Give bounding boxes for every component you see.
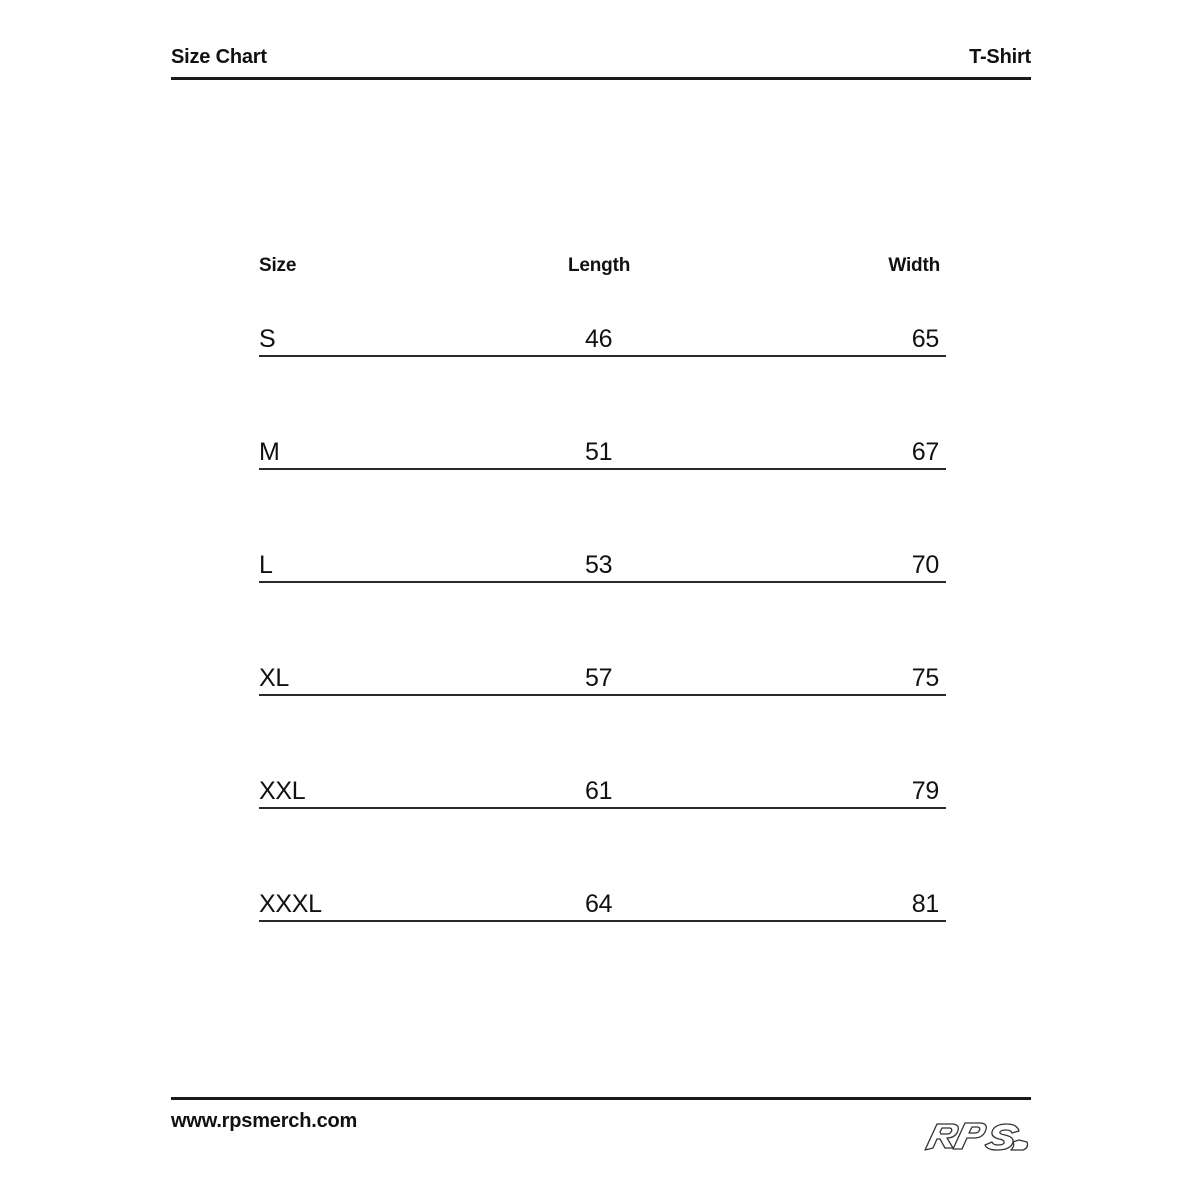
table-row <box>259 776 946 809</box>
product-name: T-Shirt <box>969 46 1031 68</box>
cell-size: S <box>259 325 276 353</box>
cell-width: 79 <box>911 777 939 805</box>
table-row <box>259 663 946 696</box>
cell-size: XL <box>259 664 289 692</box>
cell-width: 81 <box>911 890 939 918</box>
table-row <box>259 437 946 470</box>
page-header <box>171 44 1031 80</box>
column-header-length: Length <box>568 255 631 276</box>
cell-length: 46 <box>585 325 613 353</box>
page-footer <box>171 1097 1031 1160</box>
size-table-body <box>259 324 946 1002</box>
size-table-header <box>259 255 945 279</box>
table-row <box>259 550 946 583</box>
cell-length: 53 <box>585 551 613 579</box>
column-header-width: Width <box>888 255 940 276</box>
page-title: Size Chart <box>171 46 267 68</box>
table-row <box>259 889 946 922</box>
cell-length: 64 <box>585 890 613 918</box>
cell-size: XXXL <box>259 890 322 918</box>
cell-width: 75 <box>911 664 939 692</box>
column-header-size: Size <box>259 255 297 276</box>
cell-size: XXL <box>259 777 306 805</box>
cell-length: 57 <box>585 664 613 692</box>
cell-width: 70 <box>911 551 939 579</box>
rps-logo-icon <box>923 1118 1031 1154</box>
cell-width: 65 <box>911 325 939 353</box>
cell-size: M <box>259 438 280 466</box>
cell-length: 51 <box>585 438 613 466</box>
table-row <box>259 324 946 357</box>
cell-width: 67 <box>911 438 939 466</box>
website-url: www.rpsmerch.com <box>171 1110 358 1132</box>
cell-length: 61 <box>585 777 613 805</box>
cell-size: L <box>259 551 273 579</box>
